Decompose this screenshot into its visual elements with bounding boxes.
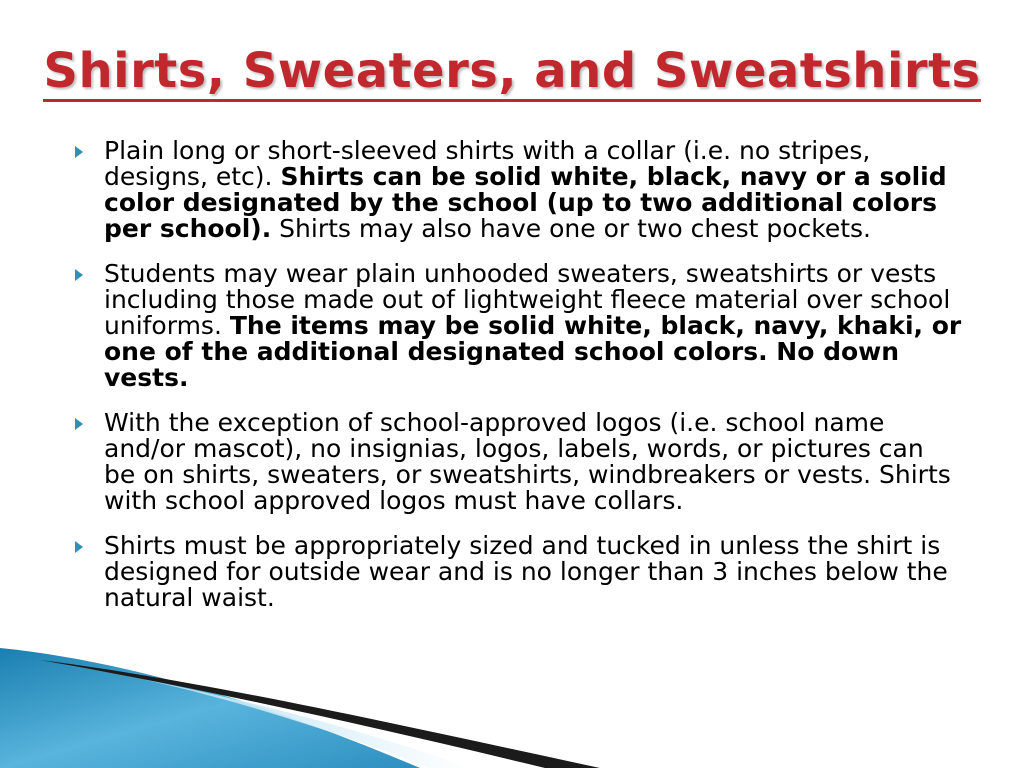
bullet-bold-text: Shirts can be solid white, black, navy or a solid color designated by the school (up to two additional colors per school). [104, 162, 947, 243]
arrow-bullet-icon [75, 541, 83, 553]
arrow-bullet-icon [75, 269, 83, 281]
bullet-item [72, 138, 962, 242]
wave-dark-band [40, 660, 600, 768]
bullet-item [72, 533, 962, 611]
arrow-bullet-icon [75, 146, 83, 158]
slide-title [0, 42, 1024, 100]
bullet-text: Shirts must be appropriately sized and tucked in unless the shirt is designed for outside wear and is no longer than 3 inches below the natural waist. [104, 531, 948, 612]
bullet-text: With the exception of school-approved logos (i.e. school name and/or mascot), no insignias, logos, labels, words, or pictures can be on shirts, sweaters, or sweatshirts, windbreakers or vests. Shirts with school approved logos must have collars. [104, 408, 951, 515]
slide-title-text: Shirts, Sweaters, and Sweatshirts [43, 43, 980, 102]
bullet-list [72, 138, 962, 630]
bullet-text: Shirts may also have one or two chest pockets. [271, 214, 872, 243]
bullet-item [72, 261, 962, 391]
bullet-item [72, 410, 962, 514]
wave-light-band [60, 664, 470, 768]
bullet-text: Plain long or short-sleeved shirts with a collar (i.e. no stripes, designs, etc). [104, 136, 871, 191]
wave-blue-band [0, 648, 420, 768]
bullet-bold-text: The items may be solid white, black, navy, khaki, or one of the additional designated school colors. No down vests. [104, 311, 962, 392]
arrow-bullet-icon [75, 418, 83, 430]
bullet-text: Students may wear plain unhooded sweaters, sweatshirts or vests including those made out of lightweight fleece material over school uniforms. [104, 259, 951, 340]
